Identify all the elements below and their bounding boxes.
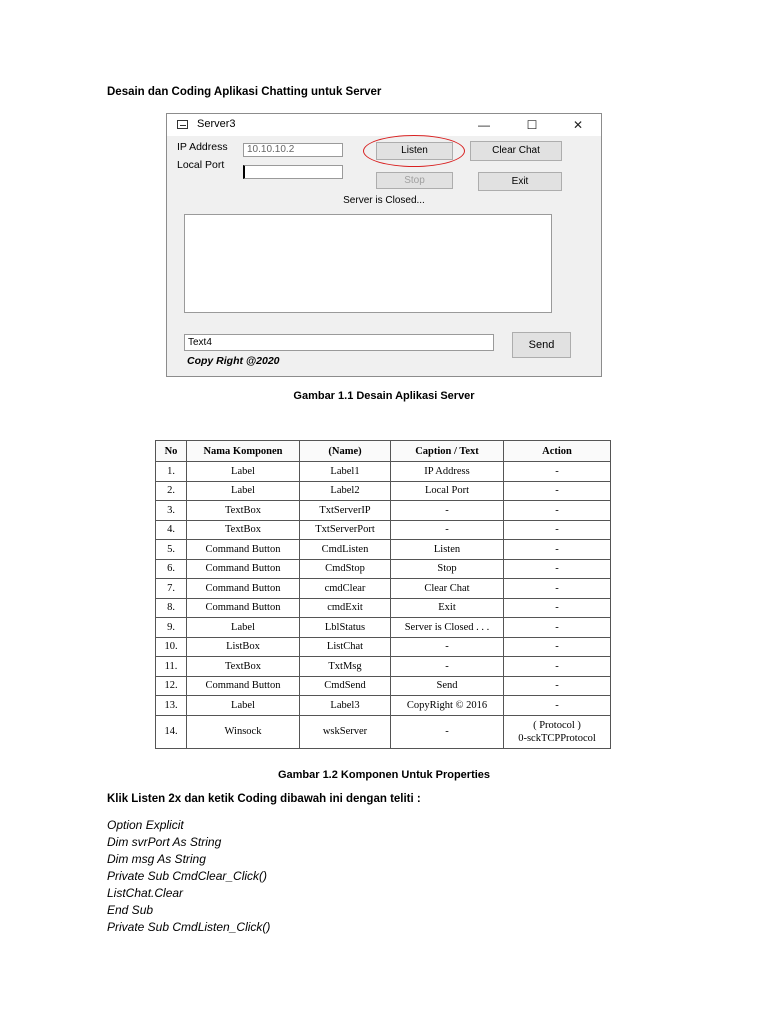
server-ip-input[interactable]: 10.10.10.2: [243, 143, 343, 157]
table-row: [156, 696, 611, 716]
cell-nama-komponen: Command Button: [187, 676, 300, 696]
cell-action: -: [504, 657, 611, 677]
cell-nama-komponen: Label: [187, 696, 300, 716]
code-line: Dim msg As String: [107, 852, 206, 866]
figure-caption-1: Gambar 1.1 Desain Aplikasi Server: [293, 390, 475, 402]
cell-no: 2.: [156, 481, 187, 501]
cell-action: -: [504, 637, 611, 657]
cell-action: -: [504, 598, 611, 618]
code-line: Private Sub CmdClear_Click(): [107, 869, 268, 883]
header-no: No: [156, 441, 187, 462]
server-window: [166, 113, 602, 377]
action-line: 0-sckTCPProtocol: [518, 732, 596, 744]
code-line: ListChat.Clear: [107, 886, 184, 900]
table-row: [156, 618, 611, 638]
server-port-input[interactable]: [243, 165, 343, 179]
component-properties-table: [155, 440, 611, 749]
cell-nama-komponen: Label: [187, 618, 300, 638]
cell-nama-komponen: TextBox: [187, 501, 300, 521]
cell-nama-komponen: Command Button: [187, 540, 300, 560]
cell-name: cmdClear: [300, 579, 391, 599]
cell-nama-komponen: Label: [187, 462, 300, 482]
minimize-icon[interactable]: —: [478, 118, 490, 132]
cell-action: -: [504, 540, 611, 560]
page-heading: Desain dan Coding Aplikasi Chatting untuk Server: [107, 86, 382, 98]
cell-caption: -: [391, 501, 504, 521]
cell-caption: -: [391, 520, 504, 540]
cell-caption: Exit: [391, 598, 504, 618]
cell-nama-komponen: Command Button: [187, 598, 300, 618]
cell-no: 1.: [156, 462, 187, 482]
local-port-label: Local Port: [177, 159, 225, 171]
cell-name: LblStatus: [300, 618, 391, 638]
status-label: Server is Closed...: [343, 195, 425, 206]
code-line: Dim svrPort As String: [107, 835, 222, 849]
ip-address-label: IP Address: [177, 141, 228, 153]
cell-caption: Stop: [391, 559, 504, 579]
table-row: [156, 559, 611, 579]
cell-nama-komponen: TextBox: [187, 520, 300, 540]
cell-action: -: [504, 696, 611, 716]
cell-caption: Listen: [391, 540, 504, 560]
window-title: Server3: [197, 118, 236, 130]
cell-no: 9.: [156, 618, 187, 638]
cell-name: Label1: [300, 462, 391, 482]
cell-nama-komponen: TextBox: [187, 657, 300, 677]
cell-name: TxtServerPort: [300, 520, 391, 540]
table-row: [156, 501, 611, 521]
cell-caption: -: [391, 657, 504, 677]
cell-nama-komponen: Label: [187, 481, 300, 501]
cell-action: -: [504, 559, 611, 579]
table-row: [156, 520, 611, 540]
cell-action: -: [504, 481, 611, 501]
cell-name: TxtMsg: [300, 657, 391, 677]
cell-action: -: [504, 579, 611, 599]
cell-name: CmdSend: [300, 676, 391, 696]
table-header-row: [156, 441, 611, 462]
send-button[interactable]: Send: [512, 332, 571, 358]
maximize-icon[interactable]: ☐: [526, 118, 538, 132]
highlight-circle: [363, 135, 465, 167]
cell-caption: Local Port: [391, 481, 504, 501]
cell-no: 11.: [156, 657, 187, 677]
listen-button[interactable]: Listen: [376, 142, 453, 160]
header-nama-komponen: Nama Komponen: [187, 441, 300, 462]
app-icon: [177, 120, 188, 129]
copyright-label: Copy Right @2020: [187, 355, 280, 367]
cell-name: TxtServerIP: [300, 501, 391, 521]
exit-button[interactable]: Exit: [478, 172, 562, 191]
cell-no: 10.: [156, 637, 187, 657]
cell-nama-komponen: Command Button: [187, 579, 300, 599]
cell-nama-komponen: ListBox: [187, 637, 300, 657]
code-line: Private Sub CmdListen_Click(): [107, 920, 271, 934]
cell-caption: CopyRight © 2016: [391, 696, 504, 716]
cell-no: 8.: [156, 598, 187, 618]
message-input[interactable]: Text4: [184, 334, 494, 351]
instruction-text: Klik Listen 2x dan ketik Coding dibawah ini dengan teliti :: [107, 793, 421, 805]
cell-caption: IP Address: [391, 462, 504, 482]
clear-chat-button[interactable]: Clear Chat: [470, 141, 562, 161]
cell-caption: Clear Chat: [391, 579, 504, 599]
table-row: [156, 540, 611, 560]
table-row: [156, 637, 611, 657]
cell-name: CmdStop: [300, 559, 391, 579]
code-line: End Sub: [107, 903, 154, 917]
cell-nama-komponen: Winsock: [187, 715, 300, 748]
cell-name: Label2: [300, 481, 391, 501]
cell-no: 12.: [156, 676, 187, 696]
cell-no: 14.: [156, 715, 187, 748]
cell-action: -: [504, 501, 611, 521]
cell-nama-komponen: Command Button: [187, 559, 300, 579]
table-row: [156, 481, 611, 501]
table-row: [156, 715, 611, 748]
header-caption: Caption / Text: [391, 441, 504, 462]
cell-action: -: [504, 462, 611, 482]
cell-no: 6.: [156, 559, 187, 579]
cell-no: 4.: [156, 520, 187, 540]
cell-no: 13.: [156, 696, 187, 716]
cell-caption: Server is Closed . . .: [391, 618, 504, 638]
close-icon[interactable]: ✕: [572, 118, 584, 132]
window-titlebar: [167, 114, 601, 136]
cell-no: 5.: [156, 540, 187, 560]
header-name: (Name): [300, 441, 391, 462]
cell-name: Label3: [300, 696, 391, 716]
chat-listbox[interactable]: [184, 214, 552, 313]
cell-caption: -: [391, 637, 504, 657]
table-row: [156, 657, 611, 677]
cell-action: [504, 715, 611, 748]
cell-name: CmdListen: [300, 540, 391, 560]
cell-name: wskServer: [300, 715, 391, 748]
cell-caption: Send: [391, 676, 504, 696]
table-row: [156, 462, 611, 482]
cell-action: -: [504, 520, 611, 540]
figure-caption-2: Gambar 1.2 Komponen Untuk Properties: [277, 769, 491, 781]
table-row: [156, 598, 611, 618]
table-row: [156, 676, 611, 696]
action-line: ( Protocol ): [533, 719, 581, 731]
cell-caption: -: [391, 715, 504, 748]
cell-action: -: [504, 618, 611, 638]
stop-button[interactable]: Stop: [376, 172, 453, 189]
cell-name: cmdExit: [300, 598, 391, 618]
cell-no: 3.: [156, 501, 187, 521]
header-action: Action: [504, 441, 611, 462]
cell-name: ListChat: [300, 637, 391, 657]
cell-action: -: [504, 676, 611, 696]
code-line: Option Explicit: [107, 818, 184, 832]
cell-no: 7.: [156, 579, 187, 599]
table-row: [156, 579, 611, 599]
